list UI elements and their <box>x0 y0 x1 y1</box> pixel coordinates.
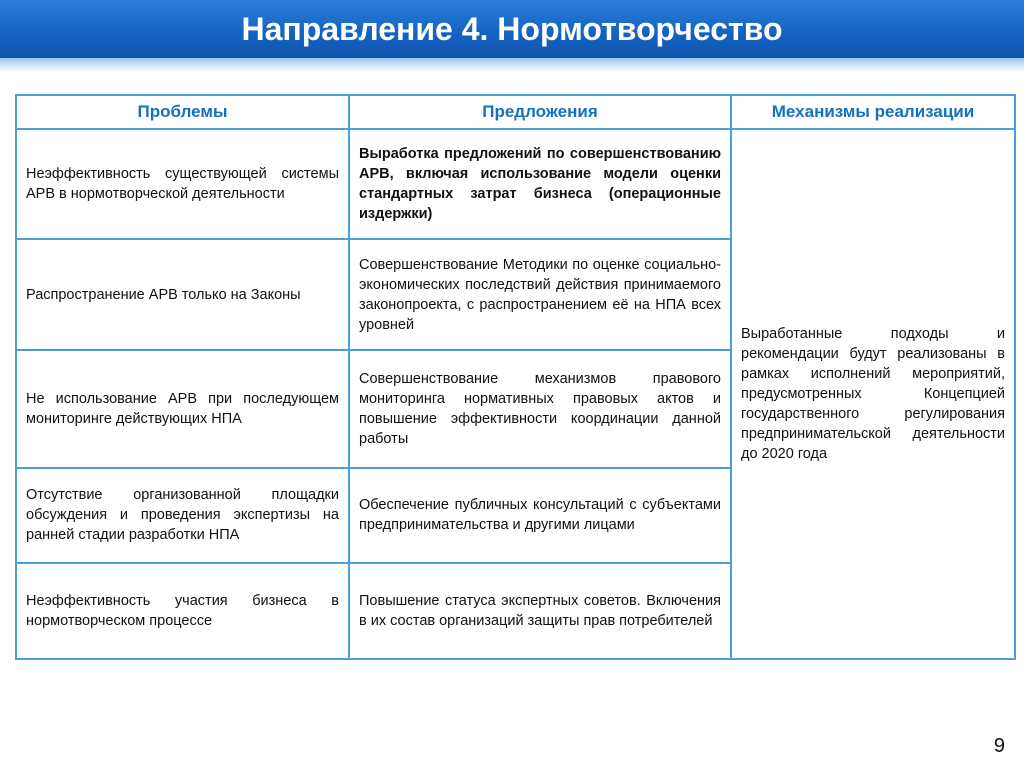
page-number: 9 <box>993 735 1005 757</box>
header-problems: Проблемы <box>16 95 349 129</box>
mechanism-cell: Выработанные подходы и рекомендации будут реализованы в рамках исполнений мероприятий, предусмотренных Концепцией государственного регулирования предпринимательской деятельности до 2020 года <box>731 129 1015 659</box>
header-proposals: Предложения <box>349 95 731 129</box>
proposal-cell: Повышение статуса экспертных советов. Включения в их состав организаций защиты прав потребителей <box>349 563 731 659</box>
problem-cell: Отсутствие организованной площадки обсуждения и проведения экспертизы на ранней стадии разработки НПА <box>16 468 349 562</box>
header-mechanisms: Механизмы реализации <box>731 95 1015 129</box>
proposal-cell: Выработка предложений по совершенствованию АРВ, включая использование модели оценки стандартных затрат бизнеса (операционные издержки) <box>349 129 731 239</box>
problem-cell: Распространение АРВ только на Законы <box>16 239 349 349</box>
direction-table <box>15 94 1016 660</box>
problem-cell: Не использование АРВ при последующем мониторинге действующих НПА <box>16 350 349 468</box>
proposal-cell: Совершенствование механизмов правового мониторинга нормативных правовых актов и повышение эффективности координации данной работы <box>349 350 731 468</box>
proposal-cell: Обеспечение публичных консультаций с субъектами предпринимательства и другими лицами <box>349 468 731 562</box>
problem-cell: Неэффективность существующей системы АРВ в нормотворческой деятельности <box>16 129 349 239</box>
title-bar <box>0 0 1024 58</box>
table-row <box>16 129 1015 239</box>
title-underline <box>0 58 1024 72</box>
slide-title: Направление 4. Нормотворчество <box>241 10 783 47</box>
problem-cell: Неэффективность участия бизнеса в нормотворческом процессе <box>16 563 349 659</box>
table-header-row <box>16 95 1015 129</box>
proposal-cell: Совершенствование Методики по оценке социально-экономических последствий действия принимаемого законопроекта, с распространением её на НПА всех уровней <box>349 239 731 349</box>
